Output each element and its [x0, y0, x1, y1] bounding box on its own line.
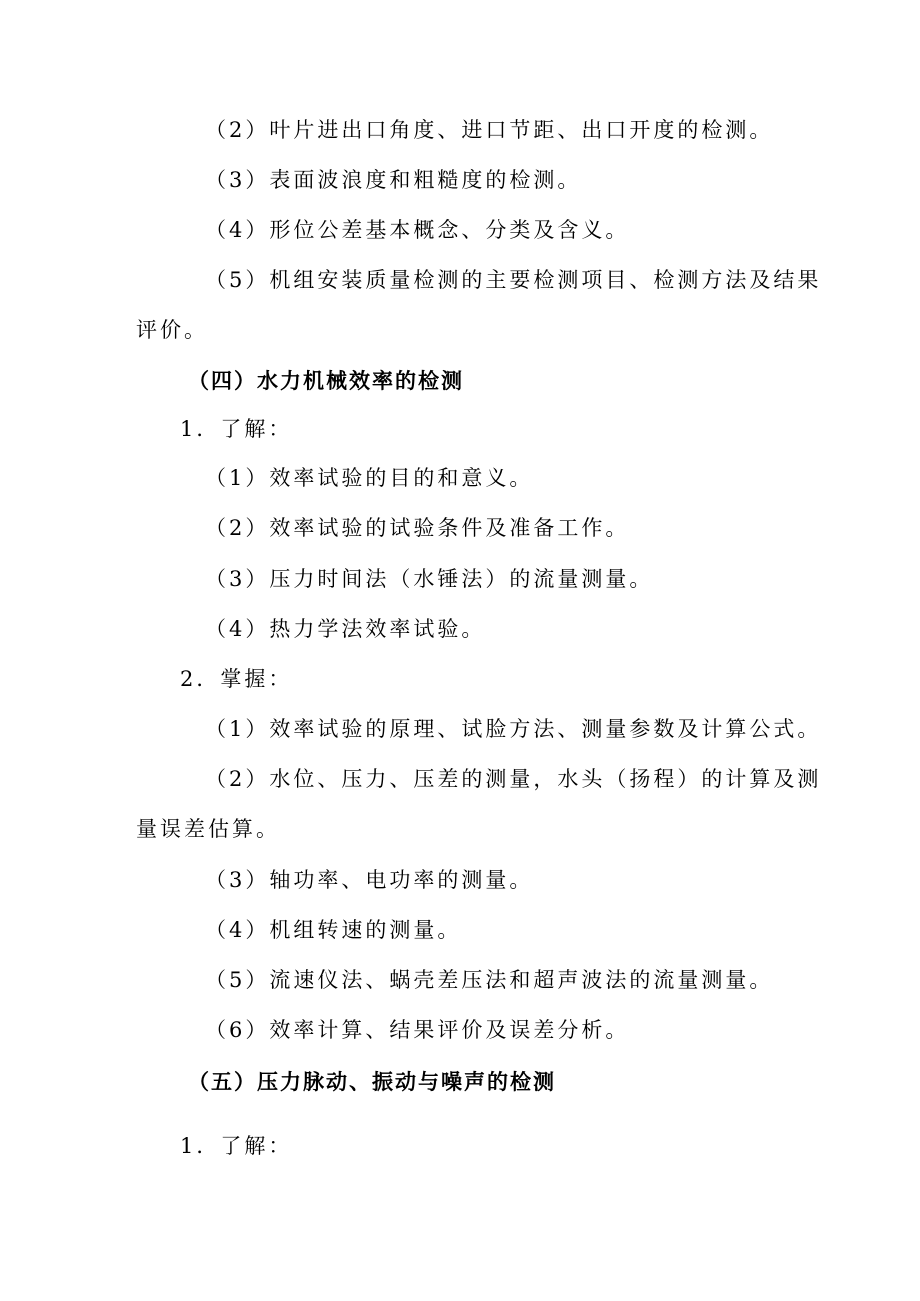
section-heading: （五）压力脉动、振动与噪声的检测 [188, 1070, 556, 1094]
subsection-heading: 2．掌握： [180, 667, 293, 691]
list-item: （4）形位公差基本概念、分类及含义。 [205, 218, 630, 242]
list-item: （1）效率试验的目的和意义。 [205, 466, 534, 490]
list-item: （4）机组转速的测量。 [205, 918, 462, 942]
list-item: （3）表面波浪度和粗糙度的检测。 [205, 168, 582, 192]
list-item: （3）轴功率、电功率的测量。 [205, 868, 534, 892]
subsection-heading: 1．了解： [180, 417, 293, 441]
list-item: （6）效率计算、结果评价及误差分析。 [205, 1018, 630, 1042]
list-item: （5）流速仪法、蜗壳差压法和超声波法的流量测量。 [205, 968, 774, 992]
list-item: （1）效率试验的原理、试脸方法、测量参数及计算公式。 [205, 717, 822, 741]
subsection-heading: 1．了解： [180, 1134, 293, 1158]
list-item-continuation: 量误差估算。 [136, 817, 280, 841]
list-item-continuation: 评价。 [136, 318, 208, 342]
section-heading: （四）水力机械效率的检测 [188, 369, 464, 393]
list-item: （4）热力学法效率试验。 [205, 617, 486, 641]
list-item: （5）机组安装质量检测的主要检测项目、检测方法及结果 [205, 268, 822, 292]
list-item: （3）压力时间法（水锤法）的流量测量。 [205, 567, 654, 591]
list-item: （2）效率试验的试验条件及准备工作。 [205, 516, 630, 540]
list-item: （2）水位、压力、压差的测量，水头（扬程）的计算及测 [205, 767, 822, 791]
list-item: （2）叶片进出口角度、进口节距、出口开度的检测。 [205, 118, 774, 142]
